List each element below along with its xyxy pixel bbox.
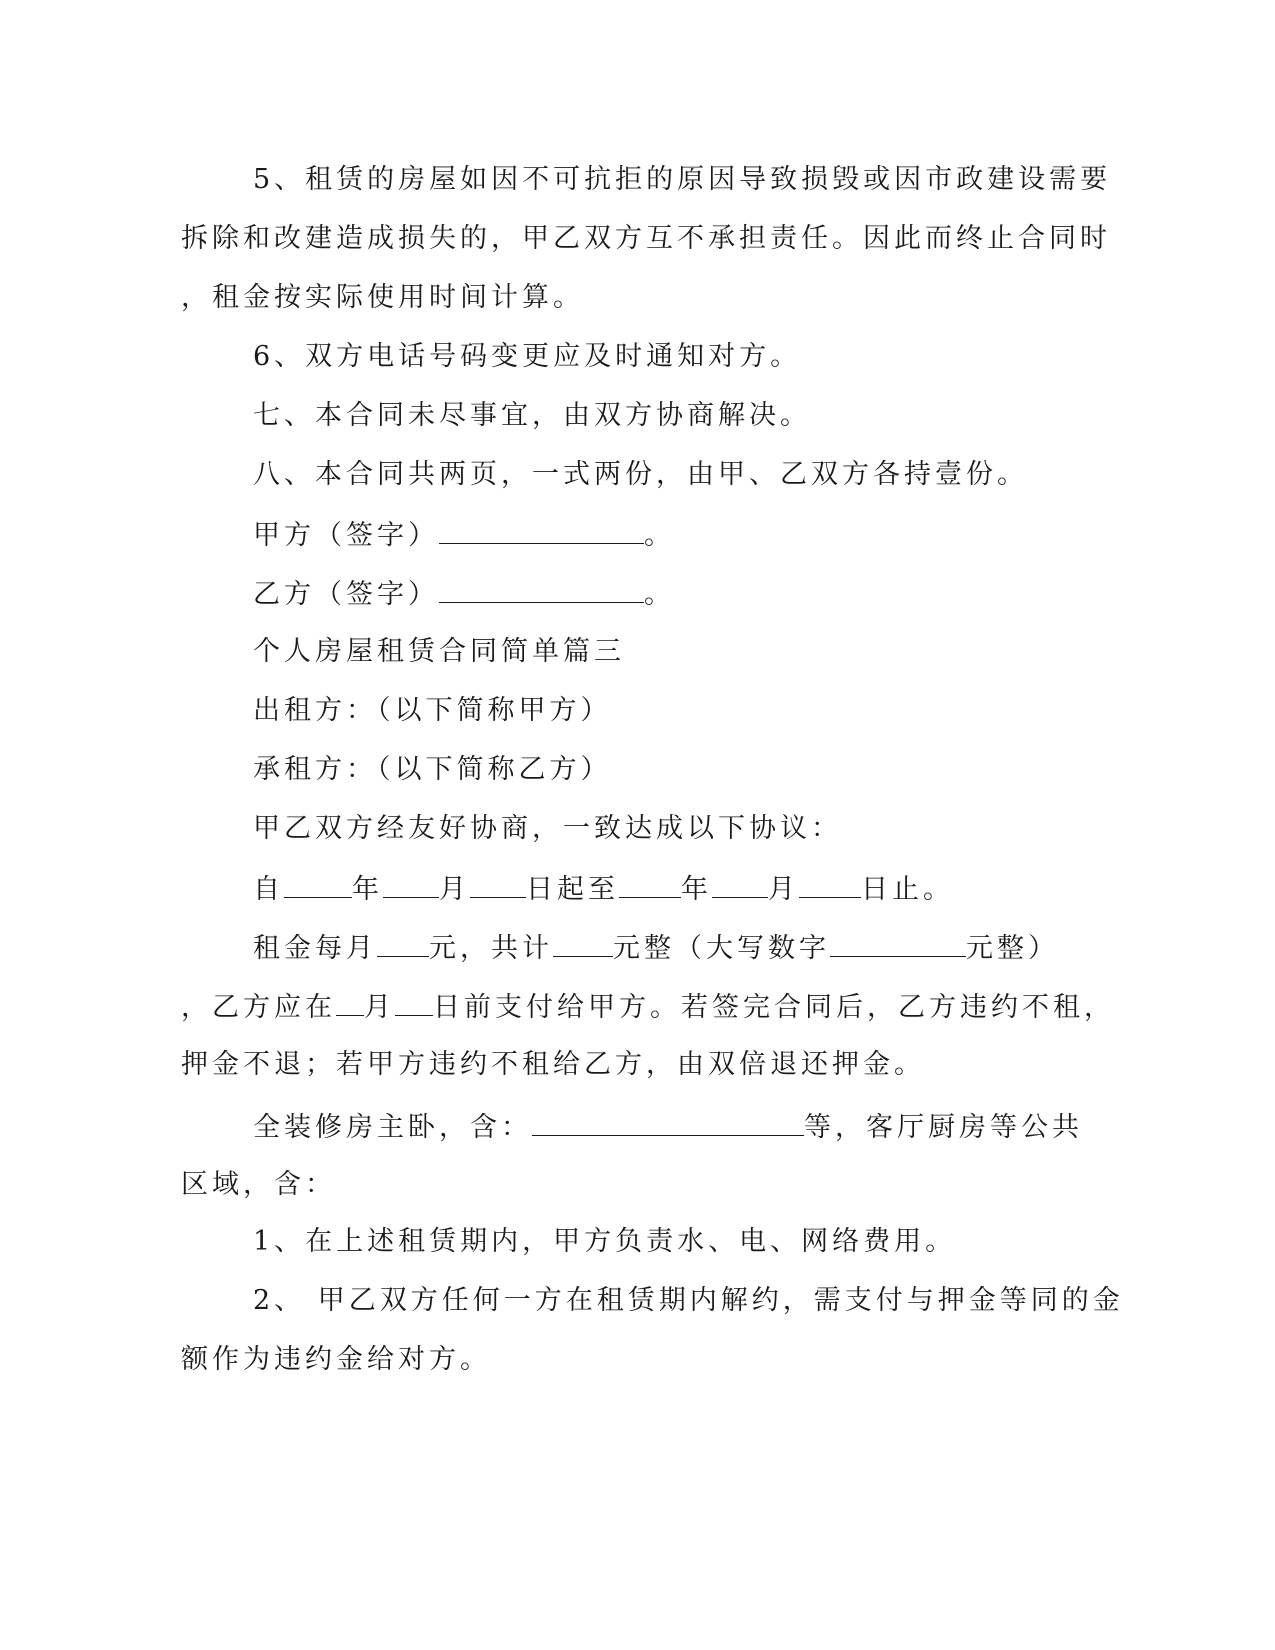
furnishing-line — [253, 1109, 1083, 1145]
term-text-end: 日止。 — [861, 874, 954, 905]
signature-party-b-label: 乙方（签字） — [253, 579, 439, 610]
payment-line — [181, 989, 1115, 1025]
agreement-intro: 甲乙双方经友好协商，一致达成以下协议： — [253, 813, 842, 844]
paragraph-5-line-1: 5、租赁的房屋如因不可抗拒的原因导致损毁或因市政建设需要 — [253, 164, 1112, 195]
furnishing-text-before: 全装修房主卧，含： — [253, 1112, 532, 1143]
term-1: 1、在上述租赁期内，甲方负责水、电、网络费用。 — [253, 1226, 957, 1257]
term-text-from: 自 — [253, 874, 284, 905]
signature-party-b-blank — [439, 576, 644, 603]
furnishing-items-blank — [532, 1109, 804, 1136]
lessee-line: 承租方：（以下简称乙方） — [253, 754, 612, 785]
term-text-year-2: 年 — [681, 874, 712, 905]
term-end-month-blank — [712, 871, 768, 898]
paragraph-5-line-2: 拆除和改建造成损失的，甲乙双方互不承担责任。因此而终止合同时 — [181, 223, 1111, 254]
paragraph-5-line-3: ，租金按实际使用时间计算。 — [181, 282, 584, 313]
term-start-month-blank — [383, 871, 439, 898]
term-text-year: 年 — [352, 874, 383, 905]
furnishing-text-after: 等，客厅厨房等公共 — [804, 1112, 1083, 1143]
payment-month-blank — [336, 989, 364, 1016]
clause-7: 七、本合同未尽事宜，由双方协商解决。 — [253, 400, 811, 431]
paragraph-6: 6、双方电话号码变更应及时通知对方。 — [253, 341, 802, 372]
clause-8: 八、本合同共两页，一式两份，由甲、乙双方各持壹份。 — [253, 459, 1028, 490]
rent-text-total: 元，共计 — [429, 933, 553, 964]
rent-monthly-blank — [377, 930, 429, 957]
term-end-day-blank — [799, 871, 861, 898]
term-text-month: 月 — [439, 874, 470, 905]
rent-text-capital: 元整（大写数字 — [613, 933, 830, 964]
signature-party-a-label: 甲方（签字） — [253, 520, 439, 551]
signature-party-b-end: 。 — [644, 579, 675, 610]
rent-capital-blank — [830, 930, 966, 957]
payment-text-before: ，乙方应在 — [181, 992, 336, 1023]
rent-text-end: 元整） — [966, 933, 1059, 964]
payment-text-month: 月 — [364, 992, 395, 1023]
furnishing-line-2: 区域，含： — [181, 1169, 336, 1200]
signature-party-a — [253, 517, 675, 553]
term-start-year-blank — [284, 871, 352, 898]
signature-party-b — [253, 576, 675, 612]
signature-party-a-end: 。 — [644, 520, 675, 551]
payment-text-after: 日前支付给甲方。若签完合同后，乙方违约不租， — [433, 992, 1115, 1023]
deposit-line: 押金不退；若甲方违约不租给乙方，由双倍退还押金。 — [181, 1049, 925, 1080]
term-line — [253, 871, 954, 907]
rent-line — [253, 930, 1059, 966]
term-text-to: 日起至 — [526, 874, 619, 905]
term-2-line-2: 额作为违约金给对方。 — [181, 1344, 491, 1375]
term-start-day-blank — [470, 871, 526, 898]
signature-party-a-blank — [439, 517, 644, 544]
term-text-month-2: 月 — [768, 874, 799, 905]
section-title: 个人房屋租赁合同简单篇三 — [253, 636, 625, 667]
rent-total-blank — [553, 930, 613, 957]
payment-day-blank — [395, 989, 433, 1016]
term-end-year-blank — [619, 871, 681, 898]
term-2-line-1: 2、 甲乙双方任何一方在租赁期内解约，需支付与押金等同的金 — [253, 1285, 1124, 1316]
rent-text-monthly: 租金每月 — [253, 933, 377, 964]
lessor-line: 出租方：（以下简称甲方） — [253, 695, 612, 726]
